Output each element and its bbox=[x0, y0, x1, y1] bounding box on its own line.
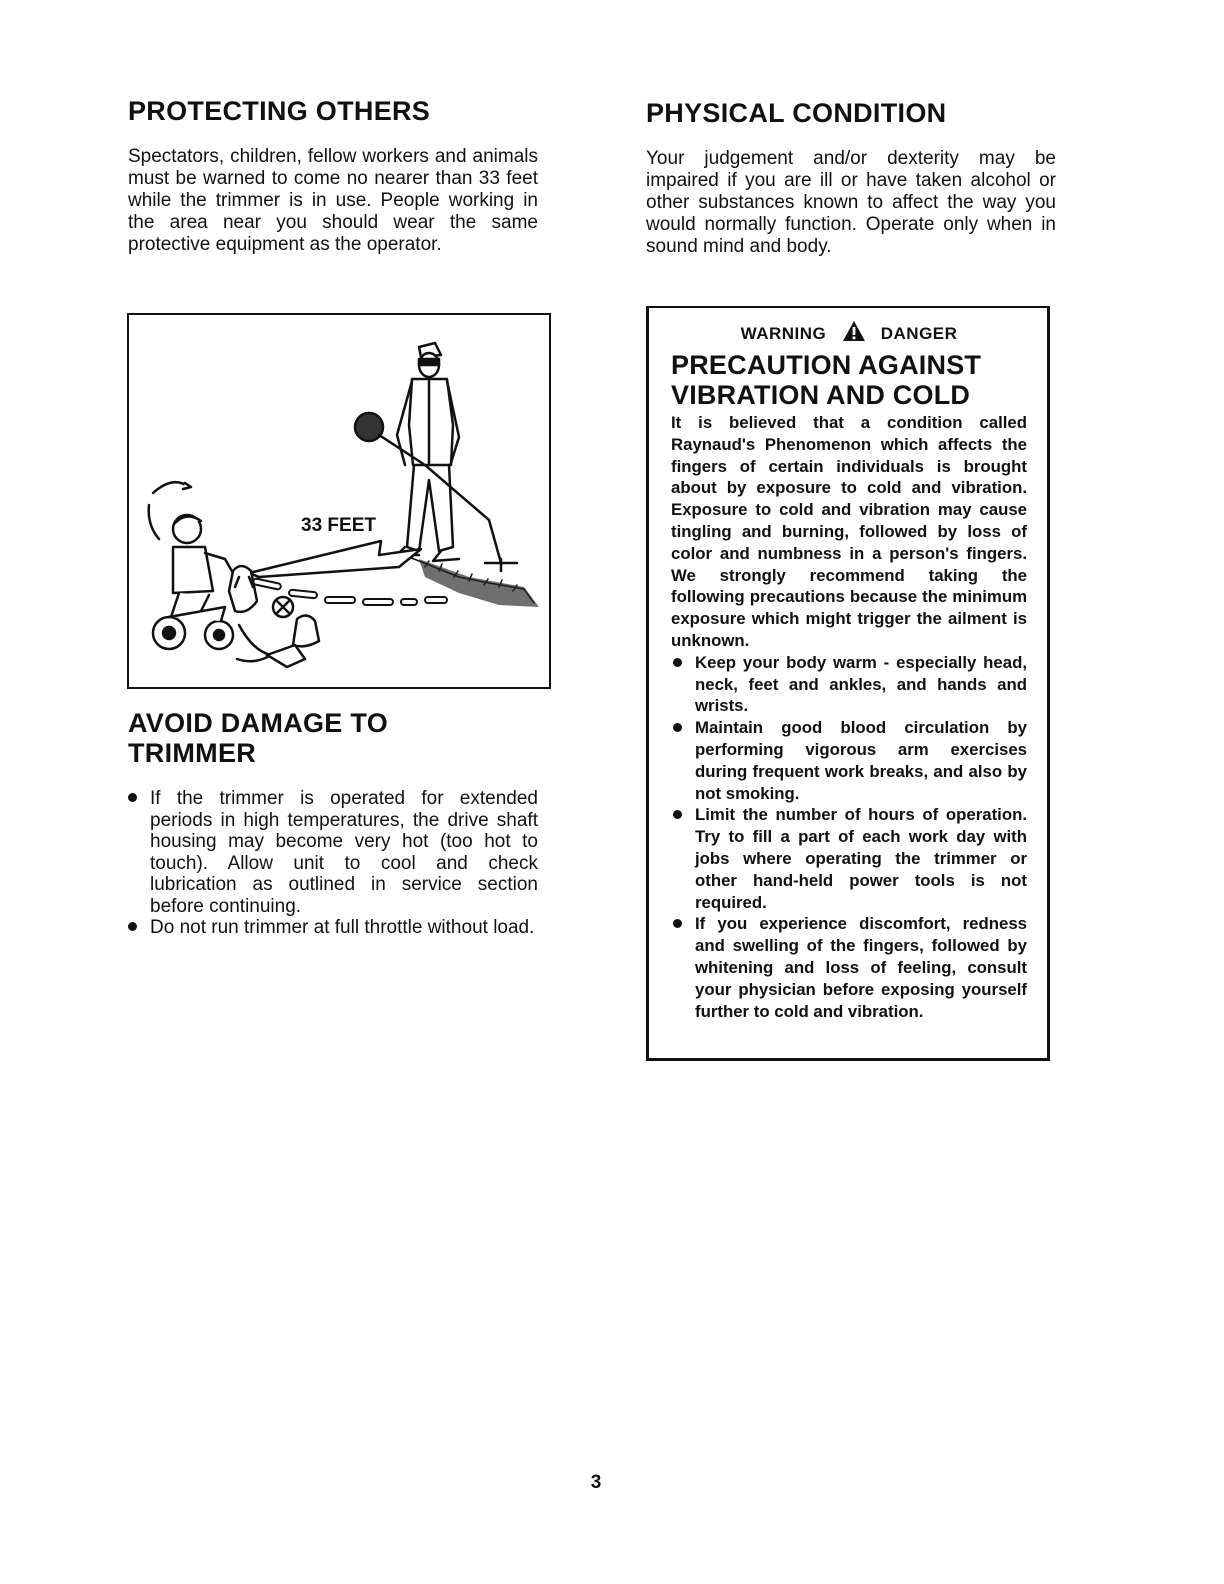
distance-label: 33 FEET bbox=[301, 515, 376, 536]
avoid-damage-heading bbox=[128, 708, 538, 768]
child-on-tricycle bbox=[149, 482, 293, 649]
physical-condition-section bbox=[646, 98, 1056, 258]
protecting-others-section bbox=[128, 96, 538, 256]
warning-bullet-text: Keep your body warm - especially head, neck, feet and ankles, and hands and wrists. bbox=[695, 652, 1027, 716]
protecting-others-text: Spectators, children, fellow workers and animals must be warned to come no nearer than 33 feet while the trimmer is in use. People working in the area near you should wear the same protective equipment as the operator. bbox=[128, 146, 538, 255]
danger-label: DANGER bbox=[880, 324, 958, 343]
warning-title-line2: VIBRATION AND COLD bbox=[671, 380, 971, 410]
safety-distance-illustration bbox=[127, 313, 551, 689]
bullet-item bbox=[128, 788, 538, 917]
bullet-text: Do not run trimmer at full throttle without load. bbox=[150, 917, 535, 938]
bullet-icon bbox=[673, 919, 682, 928]
avoid-damage-section bbox=[128, 708, 538, 939]
bullet-item bbox=[128, 917, 538, 939]
avoid-damage-heading-line1: AVOID DAMAGE TO bbox=[128, 708, 389, 738]
warning-label: WARNING bbox=[740, 324, 827, 343]
warning-bullet-text: Maintain good blood circulation by performing vigorous arm exercises during frequent work breaks, and also by not smoking. bbox=[695, 718, 1027, 803]
warning-bullet-item bbox=[671, 913, 1027, 1022]
warning-intro: It is believed that a condition called Raynaud's Phenomenon which affects the fingers of certain individuals is brought about by exposure to cold and vibration. Exposure to cold and vibration may cause tingling and burning, followed by loss of color and numbness in a person's fingers. We strongly recommend taking the following precautions because the minimum exposure which might trigger the ailment is unknown. bbox=[671, 413, 1027, 650]
physical-condition-text: Your judgement and/or dexterity may be impaired if you are ill or have taken alcohol or other substances known to affect the way you would normally function. Operate only when in sound mind and body. bbox=[646, 148, 1056, 257]
warning-triangle-icon bbox=[842, 320, 866, 351]
page-number: 3 bbox=[590, 1472, 602, 1493]
warning-bullet-item bbox=[671, 804, 1027, 913]
dogs bbox=[229, 566, 319, 667]
bullet-icon bbox=[673, 723, 682, 732]
warning-box bbox=[646, 306, 1050, 1061]
physical-condition-heading: PHYSICAL CONDITION bbox=[646, 98, 947, 128]
warning-title bbox=[671, 350, 1027, 410]
bullet-icon bbox=[673, 810, 682, 819]
warning-bullet-item bbox=[671, 717, 1027, 804]
bullet-text: If the trimmer is operated for extended periods in high temperatures, the drive shaft housing may become very hot (too hot to touch). Allow unit to cool and check lubrication as outlined in service section before continuing. bbox=[150, 788, 538, 917]
bullet-icon bbox=[128, 922, 137, 931]
protecting-others-heading: PROTECTING OTHERS bbox=[128, 96, 431, 126]
warning-danger-line bbox=[671, 320, 1027, 348]
warning-bullet-text: Limit the number of hours of operation. Try to fill a part of each work day with jobs where operating the trimmer or other hand-held power tools is not required. bbox=[695, 805, 1027, 912]
illustration-drawing bbox=[129, 315, 549, 687]
warning-bullet-item bbox=[671, 652, 1027, 717]
bullet-icon bbox=[673, 658, 682, 667]
warning-bullet-text: If you experience discomfort, redness and swelling of the fingers, followed by whitening and loss of feeling, consult your physician before exposing yourself further to cold and vibration. bbox=[695, 914, 1027, 1021]
distance-arrow bbox=[249, 541, 421, 577]
bullet-icon bbox=[128, 793, 137, 802]
avoid-damage-heading-line2: TRIMMER bbox=[128, 738, 257, 768]
warning-bullets bbox=[671, 652, 1027, 1023]
warning-title-line1: PRECAUTION AGAINST bbox=[671, 350, 982, 380]
avoid-damage-bullets bbox=[128, 788, 538, 939]
